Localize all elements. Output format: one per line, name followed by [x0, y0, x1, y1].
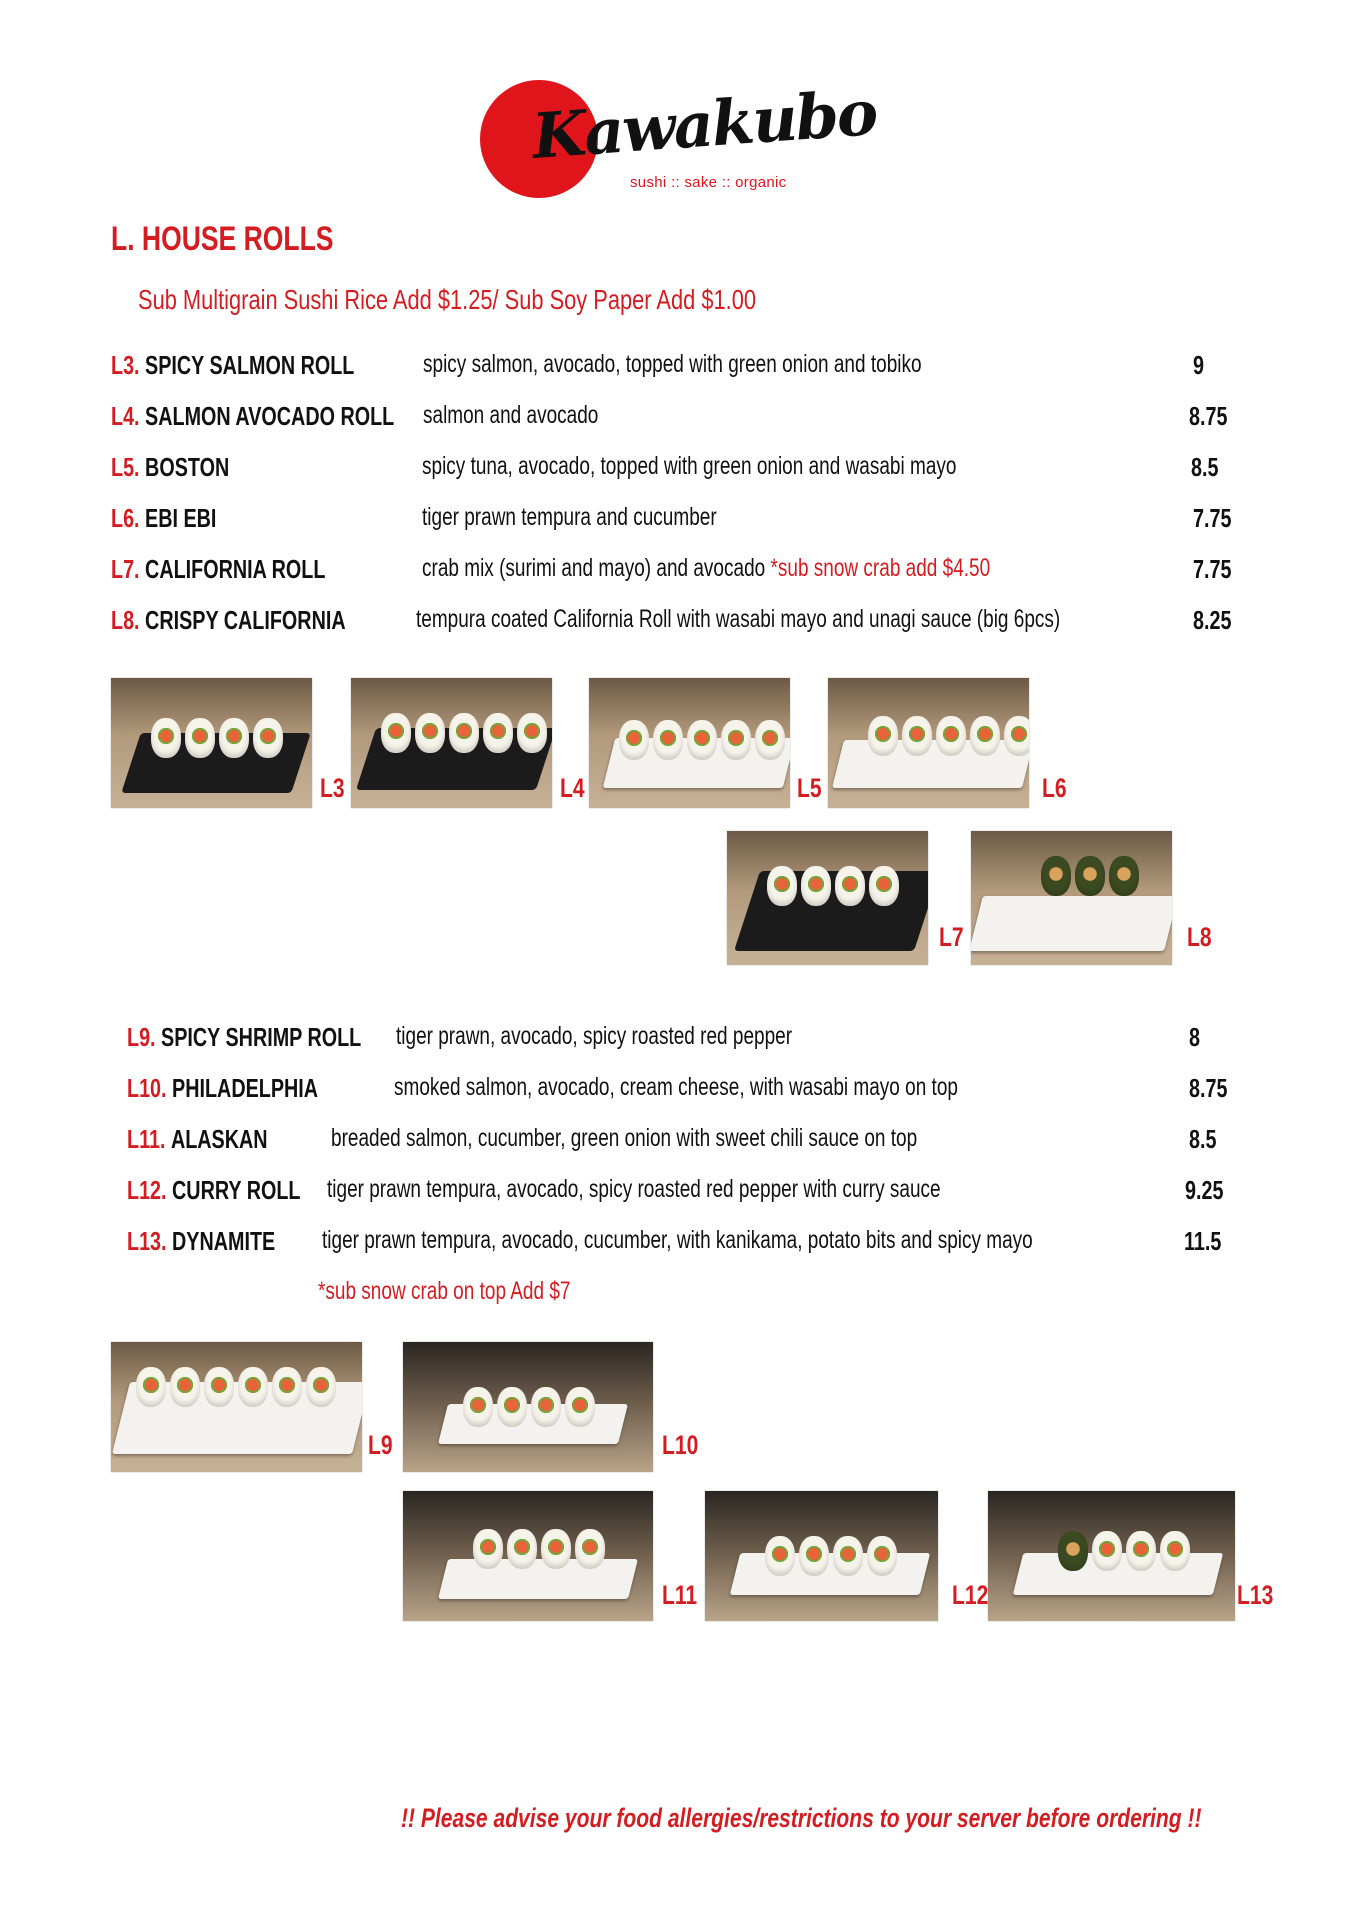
item-price: 8.75 — [1189, 401, 1228, 431]
photo-label-l9: L9 — [368, 1430, 393, 1460]
menu-item-label — [127, 1124, 268, 1155]
item-description-text: crab mix (surimi and mayo) and avocado — [422, 554, 766, 582]
item-code: L11. — [127, 1124, 166, 1154]
photo-l4 — [351, 678, 552, 808]
allergy-notice: !! Please advise your food allergies/restrictions to your server before ordering !! — [401, 1803, 1202, 1833]
item-description: tiger prawn tempura, avocado, spicy roasted red pepper with curry sauce — [327, 1175, 941, 1203]
item-name: CRISPY CALIFORNIA — [145, 605, 346, 635]
menu-item-label — [127, 1175, 300, 1206]
photo-label-l8: L8 — [1187, 922, 1212, 952]
item-name: ALASKAN — [170, 1124, 268, 1154]
photo-label-l11: L11 — [662, 1580, 698, 1610]
menu-item-l12 — [127, 1175, 1267, 1209]
photo-l3 — [111, 678, 312, 808]
menu-item-label — [127, 1226, 275, 1257]
menu-item-l4 — [111, 401, 1261, 435]
menu-item-label — [127, 1022, 361, 1053]
menu-item-label — [111, 503, 216, 534]
item-name: DYNAMITE — [172, 1226, 276, 1256]
item-name: CALIFORNIA ROLL — [145, 554, 326, 584]
item-price: 8.75 — [1189, 1073, 1228, 1103]
item-name: SALMON AVOCADO ROLL — [145, 401, 395, 431]
menu-item-label — [127, 1073, 318, 1104]
photo-label-l7: L7 — [939, 922, 964, 952]
photo-l5 — [589, 678, 790, 808]
photo-label-l4: L4 — [560, 773, 585, 803]
photo-label-l10: L10 — [662, 1430, 699, 1460]
photo-label-l13: L13 — [1237, 1580, 1274, 1610]
menu-item-label — [111, 452, 229, 483]
item-description: spicy tuna, avocado, topped with green onion and wasabi mayo — [422, 452, 957, 480]
item-code: L12. — [127, 1175, 167, 1205]
menu-item-l10 — [127, 1073, 1267, 1107]
photo-label-l12: L12 — [952, 1580, 989, 1610]
photo-l6 — [828, 678, 1029, 808]
logo-wordmark: Kawakubo — [529, 76, 879, 173]
item-name: SPICY SHRIMP ROLL — [161, 1022, 362, 1052]
section-title: L. HOUSE ROLLS — [111, 220, 334, 258]
item-price: 8.5 — [1191, 452, 1219, 482]
item-price: 8 — [1189, 1022, 1200, 1052]
item-code: L10. — [127, 1073, 167, 1103]
menu-item-l6 — [111, 503, 1261, 537]
item-description: smoked salmon, avocado, cream cheese, with wasabi mayo on top — [394, 1073, 958, 1101]
photo-l7 — [727, 831, 928, 965]
menu-item-l3 — [111, 350, 1261, 384]
item-price: 8.5 — [1189, 1124, 1217, 1154]
menu-item-label — [111, 605, 346, 636]
item-description: spicy salmon, avocado, topped with green onion and tobiko — [423, 350, 922, 378]
photo-l12 — [705, 1491, 938, 1621]
menu-item-l5 — [111, 452, 1261, 486]
item-description: tiger prawn, avocado, spicy roasted red pepper — [396, 1022, 793, 1050]
photo-l11 — [403, 1491, 653, 1621]
item-price: 8.25 — [1193, 605, 1232, 635]
item-code: L13. — [127, 1226, 167, 1256]
menu-item-label — [111, 401, 394, 432]
item-code: L7. — [111, 554, 140, 584]
photo-l13 — [988, 1491, 1235, 1621]
item-description: tempura coated California Roll with wasabi mayo and unagi sauce (big 6pcs) — [416, 605, 1061, 633]
item-name: PHILADELPHIA — [172, 1073, 319, 1103]
item-description: breaded salmon, cucumber, green onion with sweet chili sauce on top — [331, 1124, 918, 1152]
item-price: 9.25 — [1185, 1175, 1224, 1205]
photo-label-l3: L3 — [320, 773, 345, 803]
dynamite-upgrade-note: *sub snow crab on top Add $7 — [318, 1277, 571, 1305]
photo-l9 — [111, 1342, 362, 1472]
item-code: L6. — [111, 503, 140, 533]
logo-tagline: sushi :: sake :: organic — [630, 174, 787, 191]
menu-item-l13 — [127, 1226, 1267, 1260]
menu-item-l9 — [127, 1022, 1267, 1056]
menu-item-l7 — [111, 554, 1261, 588]
item-code: L9. — [127, 1022, 156, 1052]
item-description: salmon and avocado — [423, 401, 599, 429]
item-price: 9 — [1193, 350, 1204, 380]
item-upgrade-note: *sub snow crab add $4.50 — [770, 554, 991, 582]
photo-label-l5: L5 — [797, 773, 822, 803]
item-code: L8. — [111, 605, 140, 635]
substitution-note: Sub Multigrain Sushi Rice Add $1.25/ Sub Soy Paper Add $1.00 — [138, 284, 757, 315]
item-price: 7.75 — [1193, 554, 1232, 584]
item-name: SPICY SALMON ROLL — [145, 350, 355, 380]
item-name: BOSTON — [145, 452, 230, 482]
item-description — [422, 554, 990, 583]
photo-l10 — [403, 1342, 653, 1472]
item-description: tiger prawn tempura and cucumber — [422, 503, 717, 531]
brand-logo — [480, 76, 879, 210]
item-price: 11.5 — [1184, 1226, 1222, 1256]
menu-item-label — [111, 350, 354, 381]
item-description: tiger prawn tempura, avocado, cucumber, with kanikama, potato bits and spicy mayo — [322, 1226, 1033, 1254]
item-name: EBI EBI — [145, 503, 217, 533]
menu-item-l11 — [127, 1124, 1267, 1158]
item-code: L5. — [111, 452, 140, 482]
photo-label-l6: L6 — [1042, 773, 1067, 803]
item-name: CURRY ROLL — [172, 1175, 301, 1205]
menu-item-label — [111, 554, 325, 585]
item-code: L3. — [111, 350, 140, 380]
item-code: L4. — [111, 401, 140, 431]
item-price: 7.75 — [1193, 503, 1232, 533]
photo-l8 — [971, 831, 1172, 965]
menu-item-l8 — [111, 605, 1261, 639]
